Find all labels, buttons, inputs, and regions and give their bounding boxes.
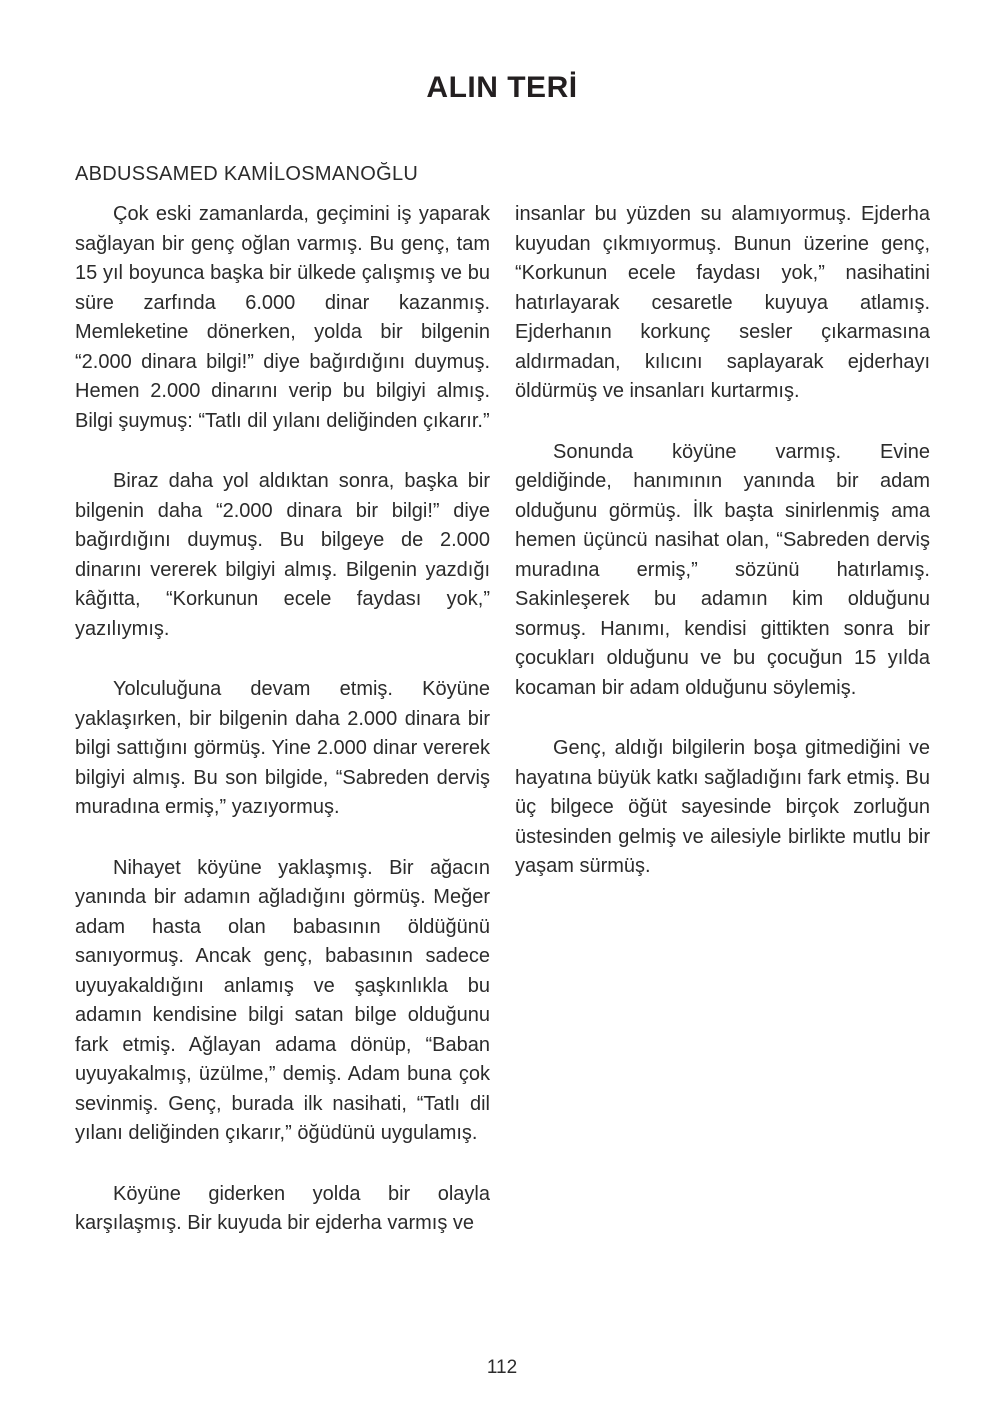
right-column [515, 200, 930, 1239]
author-name: ABDUSSAMED KAMİLOSMANOĞLU [75, 163, 419, 185]
page-number: 112 [486, 1357, 518, 1378]
page-title: ALIN TERİ [426, 71, 578, 104]
paragraph-continuation: insanlar bu yüzden su alamıyormuş. Ejderha kuyudan çıkmıyormuş. Bunun üzerine genç, “Korkunun ecele faydası yok,” nasihatini hatırlayarak cesaretle kuyuya atlamış. Ejderhanın korkunç sesler çıkarmasına aldırmadan, kılıcını saplayarak ejderhayı öldürmüş ve insanları kurtarmış. [515, 203, 930, 402]
paragraph: Köyüne giderken yolda bir olayla karşılaşmış. Bir kuyuda bir ejderha varmış ve [75, 1182, 490, 1234]
paragraph: Nihayet köyüne yaklaşmış. Bir ağacın yanında bir adamın ağladığını görmüş. Meğer adam hasta olan babasının öldüğünü sanıyormuş. Ancak genç, babasının sadece uyuyakaldığını anlamış ve şaşkınlıkla bu adamın kendisine bilgi satan bilge olduğunu fark etmiş. Ağlayan adama dönüp, “Baban uyuyakalmış, üzülme,” demiş. Adam buna çok sevinmiş. Genç, burada ilk nasihati, “Tatlı dil yılanı deliğinden çıkarır,” öğüdünü uygulamış. [75, 856, 490, 1144]
two-column-text-body [75, 200, 930, 1239]
paragraph: Yolculuğuna devam etmiş. Köyüne yaklaşırken, bir bilgenin daha 2.000 dinara bir bilgi sattığını görmüş. Yine 2.000 dinar vererek bilgiyi almış. Bu son bilgide, “Sabreden derviş muradına ermiş,” yazıyormuş. [75, 678, 490, 818]
paragraph: Çok eski zamanlarda, geçimini iş yaparak sağlayan bir genç oğlan varmış. Bu genç, tam 15 yıl boyunca başka bir ülkede çalışmış ve bu süre zarfında 6.000 dinar kazanmış. Memleketine dönerken, yolda bir bilgenin “2.000 dinara bilgi!” diye bağırdığını duymuş. Hemen 2.000 dinarını verip bu bilgiyi almış. Bilgi şuymuş: “Tatlı dil yılanı deliğinden çıkarır.” [75, 203, 490, 432]
left-column [75, 200, 490, 1239]
paragraph: Biraz daha yol aldıktan sonra, başka bir bilgenin daha “2.000 dinara bir bilgi!” diye bağırdığını duymuş. Bu bilgeye de 2.000 dinarını vererek bilgiyi almış. Bilgenin yazdığı kâğıtta, “Korkunun ecele faydası yok,” yazılıymış. [75, 470, 490, 640]
paragraph: Sonunda köyüne varmış. Evine geldiğinde, hanımının yanında bir adam olduğunu görmüş. İlk başta sinirlenmiş ama hemen üçüncü nasihat olan, “Sabreden derviş muradına ermiş,” sözünü hatırlamış. Sakinleşerek bu adamın kim olduğunu sormuş. Hanımı, kendisi gittikten sonra bir çocukları olduğunu ve bu çocuğun 15 yılda kocaman bir adam olduğunu söylemiş. [515, 440, 930, 699]
paragraph: Genç, aldığı bilgilerin boşa gitmediğini ve hayatına büyük katkı sağladığını fark etmiş. Bu üç bilgece öğüt sayesinde birçok zorluğun üstesinden gelmiş ve ailesiyle birlikte mutlu bir yaşam sürmüş. [515, 737, 930, 877]
